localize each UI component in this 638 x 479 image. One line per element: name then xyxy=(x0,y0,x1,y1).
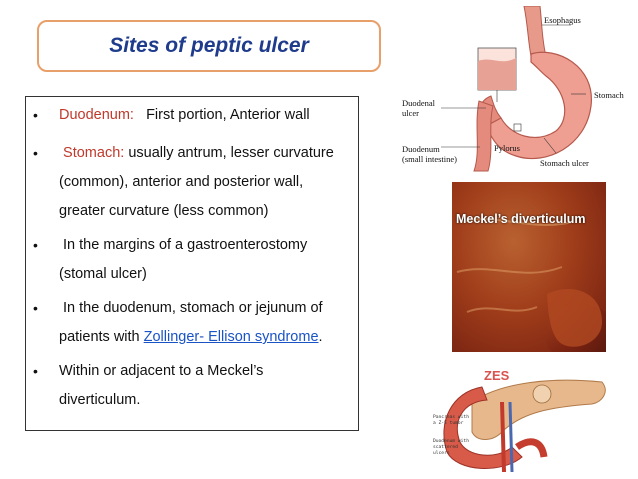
label-duodenal-ulcer: Duodenal xyxy=(402,98,436,108)
zes-label: ZES xyxy=(484,368,510,383)
bullet-symbol: • xyxy=(33,107,38,123)
bullet-symbol: • xyxy=(33,363,38,379)
label-pylorus: Pylorus xyxy=(494,143,520,153)
label-duodenum: (small intestine) xyxy=(402,154,458,164)
bullet-prefix: Stomach: xyxy=(63,145,125,161)
label-stomach-ulcer: Stomach ulcer xyxy=(540,158,589,168)
label-esophagus: Esophagus xyxy=(544,15,581,25)
bullet-text: patients with xyxy=(59,329,144,345)
bullet-text: First portion, Anterior wall xyxy=(146,107,310,123)
slide-title: Sites of peptic ulcer xyxy=(109,34,309,57)
zes-pancreas-image xyxy=(432,362,610,476)
zes-label-duodenum: ulcers xyxy=(433,451,450,456)
bullet-text: In the duodenum, stomach or jejunum of xyxy=(63,300,323,316)
bullet-symbol: • xyxy=(33,237,38,253)
label-duodenum: Duodenum xyxy=(402,144,440,154)
meckel-label: Meckel’s diverticulum xyxy=(456,212,586,226)
label-duodenal-ulcer: ulcer xyxy=(402,108,419,118)
meckel-diverticulum-image xyxy=(452,182,606,352)
zes-label-pancreas: Pancreas with xyxy=(433,415,469,420)
zes-label-duodenum: Duodenum with xyxy=(433,439,469,444)
bullet-text: Within or adjacent to a Meckel’s xyxy=(59,363,264,379)
zes-label-duodenum: scattered xyxy=(433,445,458,450)
bullet-list-box xyxy=(25,96,359,431)
zollinger-ellison-link[interactable]: Zollinger- Ellison syndrome xyxy=(143,329,319,345)
bullet-symbol: • xyxy=(33,300,38,316)
label-stomach: Stomach xyxy=(594,90,624,100)
bullet-text: usually antrum, lesser curvature xyxy=(128,145,334,161)
bullet-text: greater curvature (less common) xyxy=(59,203,269,219)
bullet-text: diverticulum. xyxy=(59,392,141,408)
title-box xyxy=(37,20,381,72)
bullet-text: In the margins of a gastroenterostomy xyxy=(63,237,308,253)
zes-label-pancreas: a Z-E tumor xyxy=(433,421,464,426)
bullet-text: (common), anterior and posterior wall, xyxy=(59,174,304,190)
bullet-text: (stomal ulcer) xyxy=(59,266,147,282)
bullet-symbol: • xyxy=(33,145,38,161)
bullet-text: . xyxy=(318,329,323,345)
bullet-prefix: Duodenum: xyxy=(59,107,134,123)
stomach-anatomy-image xyxy=(396,6,636,174)
